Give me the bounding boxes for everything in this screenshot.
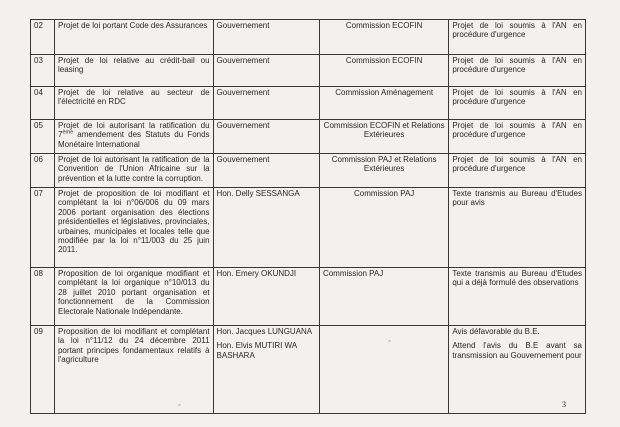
bill-title: Proposition de loi modifiant et complétant la loi n°11/12 du 24 décembre 2011 portant principes fondamentaux relatifs à l'agriculture (54, 326, 213, 414)
table-row (31, 120, 586, 154)
table-row (31, 326, 586, 414)
bill-commission: Commission ECOFIN (319, 20, 448, 55)
bill-status: Projet de loi soumis à l'AN en procédure d'urgence (449, 55, 586, 87)
bill-author-cell (213, 326, 319, 414)
bill-author: Hon. Elvis MUTIRI WA BASHARA (216, 341, 297, 360)
bill-status: Texte transmis au Bureau d'Etudes qui a déjà formulé des observations (449, 268, 586, 326)
bill-title-superscript: ème (62, 129, 74, 136)
bill-title: Projet de proposition de loi modifiant et complétant la loi n°06/006 du 09 mars 2006 portant organisation des élections présidentielles et législatives, provinciales, urbaines, municipales et locales telle que modifiée par la loi n°11/003 du 25 juin 2011. (54, 188, 213, 268)
bill-status: Projet de loi soumis à l'AN en procédure d'urgence (449, 20, 586, 55)
row-number: 06 (31, 154, 55, 188)
bill-status: Projet de loi soumis à l'AN en procédure d'urgence (449, 120, 586, 154)
bill-title: Projet de loi relative au crédit-bail ou leasing (54, 55, 213, 87)
bill-status: Projet de loi soumis à l'AN en procédure d'urgence (449, 154, 586, 188)
bill-commission: Commission PAJ et Relations Extérieures (319, 154, 448, 188)
table-row (31, 55, 586, 87)
row-number: 09 (31, 326, 55, 414)
bill-title: Projet de loi portant Code des Assurances (54, 20, 213, 55)
table-row (31, 154, 586, 188)
row-number: 05 (31, 120, 55, 154)
row-number: 03 (31, 55, 55, 87)
table-row (31, 20, 586, 55)
bill-commission: Commission PAJ (319, 268, 448, 326)
bill-author: Gouvernement (213, 154, 319, 188)
bill-author: Hon. Emery OKUNDJI (213, 268, 319, 326)
bill-title-start: Projet de loi autorisant la ratification du 7 (57, 121, 210, 140)
bill-title-end: amendement des Statuts du Fonds Monétaire International (57, 130, 210, 149)
row-number: 02 (31, 20, 55, 55)
bills-table (30, 19, 586, 414)
table-row (31, 188, 586, 268)
bill-title (54, 120, 213, 154)
scan-speck (388, 340, 391, 342)
bill-title: Projet de loi autorisant la ratification de la Convention de l'Union Africaine sur la prévention et la lutte contre la corruption. (54, 154, 213, 188)
table-row (31, 268, 586, 326)
scan-speck (178, 404, 181, 406)
bill-status: Attend l'avis du B.E avant sa transmission au Gouvernement pour (452, 341, 582, 360)
bill-status: Avis défavorable du B.E. (452, 327, 540, 336)
bill-commission: Commission PAJ (319, 188, 448, 268)
bill-author: Hon. Jacques LUNGUANA (216, 327, 313, 336)
bill-title: Projet de loi relative au secteur de l'électricité en RDC (54, 87, 213, 120)
bill-author: Gouvernement (213, 20, 319, 55)
bill-author: Gouvernement (213, 55, 319, 87)
bill-commission (319, 326, 448, 414)
row-number: 08 (31, 268, 55, 326)
row-number: 07 (31, 188, 55, 268)
page-number: 3 (562, 400, 566, 409)
bill-commission: Commission ECOFIN (319, 55, 448, 87)
bill-status: Projet de loi soumis à l'AN en procédure d'urgence (449, 87, 586, 120)
bill-title: Proposition de loi organique modifiant et complétant la loi organique n°10/013 du 28 juillet 2010 portant organisation et fonctionnement de la Commission Electorale Nationale Indépendante. (54, 268, 213, 326)
bill-commission: Commission Aménagement (319, 87, 448, 120)
row-number: 04 (31, 87, 55, 120)
bill-author: Hon. Delly SESSANGA (213, 188, 319, 268)
bill-author: Gouvernement (213, 120, 319, 154)
bill-author: Gouvernement (213, 87, 319, 120)
table-row (31, 87, 586, 120)
bill-commission: Commission ECOFIN et Relations Extérieures (319, 120, 448, 154)
bill-status: Texte transmis au Bureau d'Etudes pour avis (449, 188, 586, 268)
